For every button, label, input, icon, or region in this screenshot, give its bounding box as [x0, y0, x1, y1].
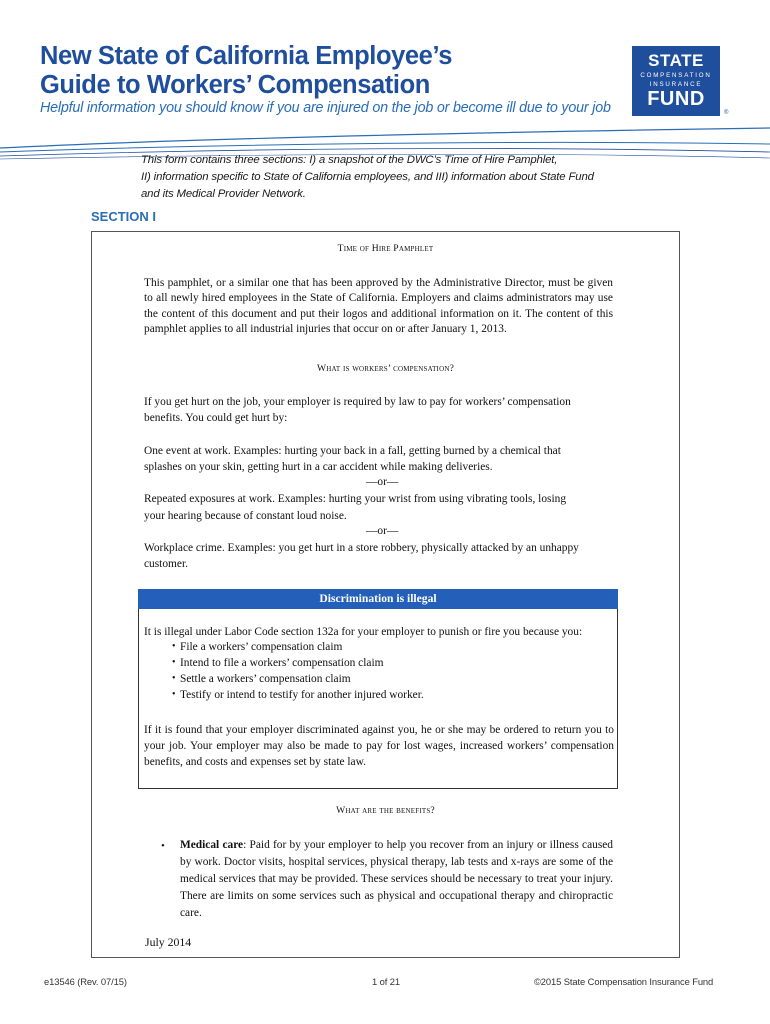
discrimination-intro: It is illegal under Labor Code section 132a for your employer to punish or fire you because you:	[144, 626, 583, 638]
logo-text-state: STATE	[648, 51, 704, 70]
crime-line-1: Workplace crime. Examples: you get hurt in a store robbery, physically attacked by an unhappy	[144, 542, 579, 554]
benefits-heading: What are the benefits?	[336, 805, 435, 816]
intro-line-1: This form contains three sections: I) a snapshot of the DWC’s Time of Hire Pamphlet,	[141, 154, 558, 166]
copyright: ©2015 State Compensation Insurance Fund	[534, 976, 714, 987]
or-divider-1: —or—	[366, 476, 399, 488]
medical-care-text: : Paid for by your employer to help you recover from an injury or illness caused by work. Doctor visits, hospital services, physical therapy, lab tests and x-rays are some of the medical services that may be provided. These services should be necessary to treat your injury. There are limits on some services such as physical and occupational therapy and chiropractic care.	[180, 839, 613, 919]
wc-line-2: benefits. You could get hurt by:	[144, 412, 288, 424]
discrimination-bullet: • File a workers’ compensation claim	[180, 641, 342, 653]
state-fund-logo	[632, 46, 720, 116]
medical-care-label: Medical care	[180, 839, 244, 851]
medical-care-paragraph	[180, 837, 613, 922]
or-divider-2: —or—	[366, 525, 399, 537]
intro-line-3: and its Medical Provider Network.	[141, 188, 306, 200]
intro-line-2: II) information specific to State of California employees, and III) information about State Fund	[141, 171, 594, 183]
discrimination-bullet: • Testify or intend to testify for another injured worker.	[180, 689, 424, 701]
form-number: e13546 (Rev. 07/15)	[44, 976, 127, 987]
repeat-line-2: your hearing because of constant loud noise.	[144, 510, 347, 522]
wc-heading: What is workers’ compensation?	[316, 363, 455, 374]
logo-text-compensation: COMPENSATION	[640, 72, 712, 79]
discrimination-closing: If it is found that your employer discriminated against you, he or she may be ordered to return you to your job. Your employer may also be made to pay for lost wages, increased workers’ compensation benefits, and costs and expenses set by state law.	[144, 724, 614, 769]
intro-text	[141, 152, 611, 203]
event-line-2: splashes on your skin, getting hurt in a car accident while making deliveries.	[144, 461, 493, 473]
logo-text-insurance: INSURANCE	[649, 81, 703, 88]
title-line-2: Guide to Workers’ Compensation	[40, 71, 430, 99]
discrimination-heading: Discrimination is illegal	[138, 589, 618, 609]
document-title	[40, 42, 600, 100]
pamphlet-title: Time of Hire Pamphlet	[337, 243, 434, 254]
bullet-icon: •	[161, 840, 165, 852]
title-line-1: New State of California Employee’s	[40, 42, 452, 70]
wc-line-1: If you get hurt on the job, your employer is required by law to pay for workers’ compensation	[144, 396, 571, 408]
logo-text-fund: FUND	[647, 88, 705, 110]
pamphlet-intro: This pamphlet, or a similar one that has been approved by the Administrative Director, must be given to all newly hired employees in the State of California. Employers and claims administrators may use the content of this document and put their logos and additional information on it. The content of this pamphlet applies to all industrial injuries that occur on or after January 1, 2013.	[144, 277, 613, 335]
document-subtitle: Helpful information you should know if you are injured on the job or become ill due to your job	[40, 100, 611, 116]
discrimination-bullet: • Settle a workers’ compensation claim	[180, 673, 351, 685]
discrimination-bullet: • Intend to file a workers’ compensation claim	[180, 657, 384, 669]
repeat-line-1: Repeated exposures at work. Examples: hurting your wrist from using vibrating tools, losing	[144, 493, 567, 505]
event-line-1: One event at work. Examples: hurting your back in a fall, getting burned by a chemical that	[144, 445, 561, 457]
section-heading: SECTION I	[91, 209, 157, 224]
registered-mark: ®	[724, 110, 729, 116]
pamphlet-date: July 2014	[145, 935, 192, 949]
page-number: 1 of 21	[372, 976, 400, 987]
crime-line-2: customer.	[144, 558, 188, 570]
